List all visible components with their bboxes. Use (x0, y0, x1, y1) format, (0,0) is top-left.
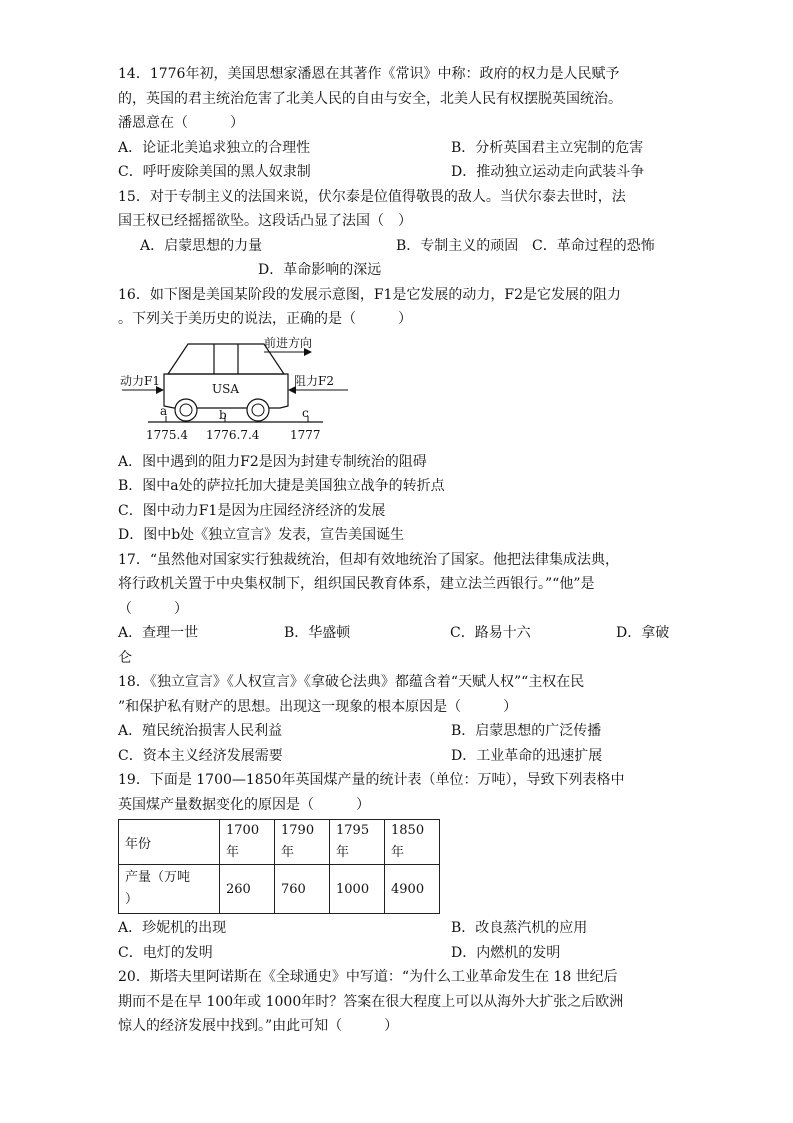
table-cell: 1795 年 (330, 820, 385, 865)
force-f2-label: 阻力F2 (294, 373, 334, 388)
question-20 (118, 965, 678, 1039)
exam-page (118, 62, 678, 1039)
option-c: C．电灯的发明 (118, 944, 213, 961)
table-header-cell: 年份 (119, 820, 220, 865)
question-19 (118, 768, 678, 965)
option-b: B．改良蒸汽机的应用 (451, 920, 588, 936)
question-stem-line: 18．《独立宣言》《人权宣言》《拿破仑法典》都蕴含着“天赋人权”“主权在民 (118, 674, 585, 690)
option-d: D．图中b处《独立宣言》发表，宣告美国诞生 (118, 527, 405, 543)
question-stem-line: 英国煤产量数据变化的原因是（ ） (118, 796, 370, 813)
option-b: B．分析英国君主立宪制的危害 (451, 139, 644, 156)
table-cell: 1000 (330, 865, 385, 914)
question-stem-line: 期而不是在早 100年或 1000年时？答案在很大程度上可以从海外大扩张之后欧洲 (118, 993, 624, 1010)
question-18 (118, 670, 678, 768)
question-stem-line: 15．对于专制主义的法国来说，伏尔泰是位值得敬畏的敌人。当伏尔泰去世时，法 (118, 188, 626, 205)
date-label: 1776.7.4 (206, 427, 260, 442)
table-cell: 4900 (385, 865, 440, 914)
table-cell: 260 (220, 865, 275, 914)
option-d: D．内燃机的发明 (451, 944, 561, 961)
option-d: D．推动独立运动走向武装斗争 (451, 164, 645, 180)
option-a: A．查理一世 (118, 625, 199, 641)
table-row (119, 820, 440, 865)
option-a: A．珍妮机的出现 (118, 920, 227, 936)
forward-direction-label: 前进方向 (264, 335, 313, 350)
option-d: D．工业革命的迅速扩展 (451, 747, 603, 764)
date-label: 1775.4 (146, 427, 188, 442)
force-f1-label: 动力F1 (120, 373, 160, 388)
option-d-wrap: 仑 (118, 649, 132, 666)
option-c: C．路易十六 (450, 625, 531, 641)
question-15 (118, 185, 678, 283)
question-stem-line: 14．1776年初，美国思想家潘恩在其著作《常识》中称：政府的权力是人民赋予 (118, 66, 620, 82)
question-stem-line: ”和保护私有财产的思想。出现这一现象的根本原因是（ ） (118, 698, 518, 715)
option-c: C．呼吁废除美国的黑人奴隶制 (118, 164, 311, 180)
option-b: B．专制主义的顽固 (396, 237, 519, 254)
question-stem-line: 的，英国的君主统治危害了北美人民的自由与安全，北美人民有权摆脱英国统治。 (118, 90, 622, 107)
option-c: C．图中动力F1是因为庄园经济经济的发展 (118, 502, 386, 519)
question-stem-line: 19．下面是 1700—1850年英国煤产量的统计表（单位：万吨），导致下列表格中 (118, 772, 625, 788)
question-16 (118, 283, 678, 548)
point-b-label: b (219, 407, 227, 422)
question-stem-line: 潘恩意在（ ） (118, 115, 244, 131)
question-stem-line: 17．“虽然他对国家实行独裁统治，但却有效地统治了国家。他把法律集成法典， (118, 551, 619, 568)
car-force-diagram (118, 336, 348, 448)
date-label: 1777 (290, 427, 321, 442)
table-row (119, 865, 440, 914)
option-c: C．资本主义经济发展需要 (118, 747, 283, 764)
option-a: A．启蒙思想的力量 (140, 237, 263, 254)
option-b: B．华盛顿 (284, 625, 351, 641)
question-14 (118, 62, 678, 185)
table-cell: 1850 年 (385, 820, 440, 865)
option-a: A．论证北美追求独立的合理性 (118, 139, 311, 156)
option-c: C．革命过程的恐怖 (532, 237, 655, 254)
point-a-label: a (160, 403, 168, 418)
table-header-cell: 产量（万吨 ） (119, 865, 220, 914)
question-stem-line: 惊人的经济发展中找到。”由此可知（ ） (118, 1018, 399, 1034)
question-stem-line: 20．斯塔夫里阿诺斯在《全球通史》中写道：“为什么工业革命发生在 18 世纪后 (118, 969, 618, 985)
question-17 (118, 548, 678, 671)
point-c-label: c (302, 405, 309, 420)
coal-output-table (118, 819, 440, 914)
option-b: B．启蒙思想的广泛传播 (451, 723, 602, 739)
option-b: B．图中a处的萨拉托加大捷是美国独立战争的转折点 (118, 478, 445, 494)
car-usa-label: USA (212, 381, 239, 396)
question-stem-line: 。下列关于美历史的说法，正确的是（ ） (118, 311, 412, 327)
option-a: A．图中遇到的阻力F2是因为封建专制统治的阻碍 (118, 453, 427, 470)
question-stem-line: 国王权已经摇摇欲坠。这段话凸显了法国（ ） (118, 213, 412, 229)
option-d: D．拿破 (616, 625, 670, 641)
table-cell: 760 (275, 865, 330, 914)
question-stem-line: （ ） (118, 600, 188, 617)
table-cell: 1790 年 (275, 820, 330, 865)
option-d: D．革命影响的深远 (258, 262, 382, 278)
question-stem-line: 将行政机关置于中央集权制下，组织国民教育体系，建立法兰西银行。”“他”是 (118, 576, 595, 592)
question-stem-line: 16．如下图是美国某阶段的发展示意图，F1是它发展的动力，F2是它发展的阻力 (118, 286, 622, 303)
table-cell: 1700 年 (220, 820, 275, 865)
option-a: A．殖民统治损害人民利益 (118, 723, 283, 739)
